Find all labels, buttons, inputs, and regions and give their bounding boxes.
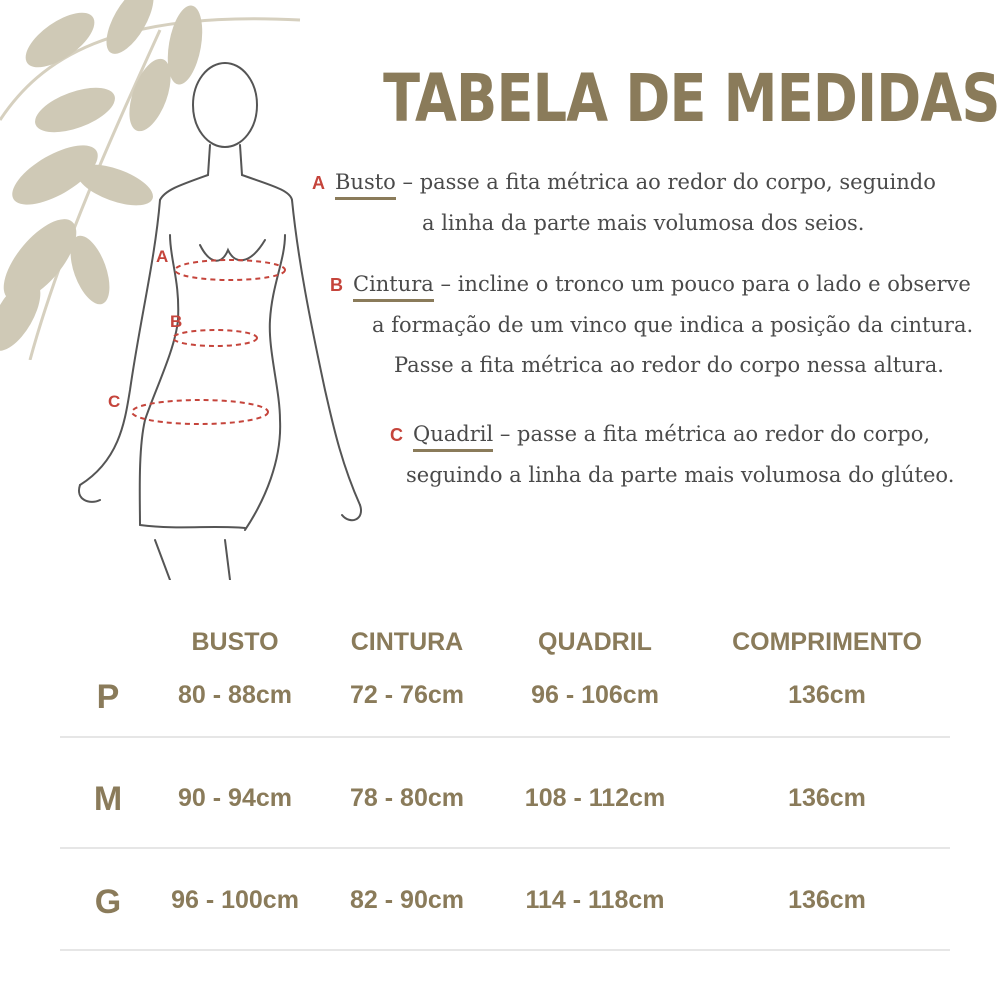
instruction-text: seguindo a linha da parte mais volumosa do glúteo. (406, 463, 955, 487)
instruction-text: a linha da parte mais volumosa dos seios. (422, 211, 865, 235)
instruction-text: – passe a fita métrica ao redor do corpo, seguindo (402, 170, 936, 194)
instruction-quadril (390, 414, 954, 495)
table-cell: 96 - 100cm (171, 886, 299, 914)
instruction-busto (312, 162, 936, 243)
table-cell: 72 - 76cm (350, 681, 464, 709)
instruction-text: a formação de um vinco que indica a posição da cintura. (372, 313, 974, 337)
instruction-term: Busto (335, 162, 396, 202)
table-cell: 136cm (788, 681, 866, 709)
instruction-term: Cintura (353, 264, 434, 304)
figure-label-b: B (170, 312, 183, 331)
table-cell: 82 - 90cm (350, 886, 464, 914)
instruction-term: Quadril (413, 414, 493, 454)
instruction-letter: A (312, 173, 325, 193)
table-cell: 108 - 112cm (524, 784, 666, 812)
instruction-text: – incline o tronco um pouco para o lado e observe (440, 272, 971, 296)
table-cell: 80 - 88cm (178, 681, 292, 709)
row-divider (60, 736, 950, 738)
header-comprimento: COMPRIMENTO (732, 628, 922, 656)
row-divider (60, 949, 950, 951)
table-cell: 136cm (788, 886, 866, 914)
size-label: M (93, 780, 123, 818)
header-busto: BUSTO (191, 628, 279, 656)
instruction-text: – passe a fita métrica ao redor do corpo, (499, 422, 931, 446)
header-quadril: QUADRIL (538, 628, 652, 656)
table-cell: 96 - 106cm (531, 681, 659, 709)
table-cell: 136cm (788, 784, 866, 812)
row-divider (60, 847, 950, 849)
size-label: G (94, 883, 122, 921)
instruction-letter: B (330, 275, 343, 295)
figure-label-a: A (156, 247, 169, 266)
table-cell: 90 - 94cm (178, 784, 292, 812)
size-label: P (96, 678, 120, 716)
figure-label-c: C (108, 392, 121, 411)
header-cintura: CINTURA (350, 628, 464, 656)
instruction-letter: C (390, 425, 403, 445)
instruction-cintura (330, 264, 973, 385)
table-cell: 114 - 118cm (525, 886, 665, 914)
instruction-text: Passe a fita métrica ao redor do corpo nessa altura. (394, 353, 944, 377)
table-cell: 78 - 80cm (350, 784, 464, 812)
page-title: TABELA DE MEDIDAS (383, 60, 1000, 137)
